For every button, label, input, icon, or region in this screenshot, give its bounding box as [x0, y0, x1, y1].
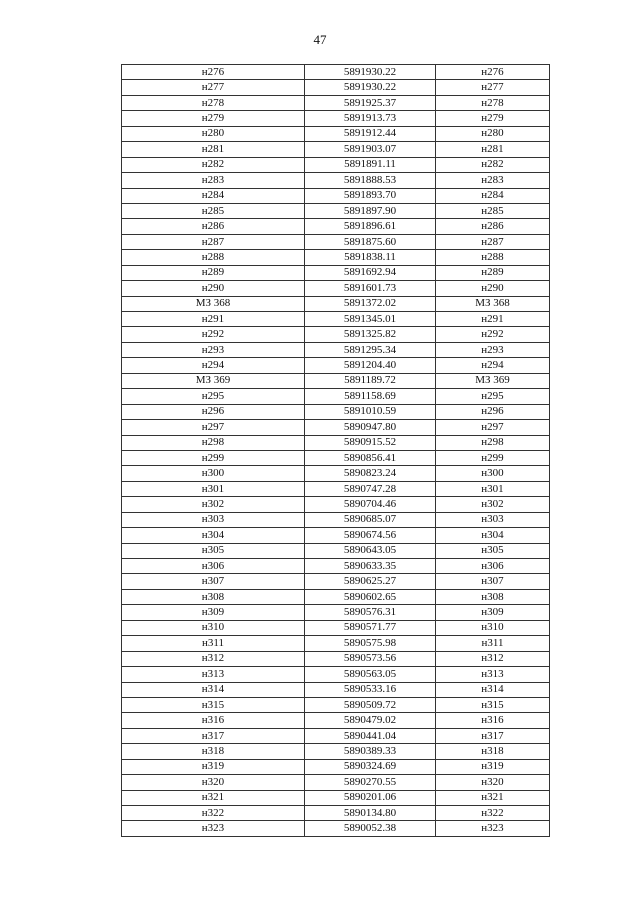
point-id-repeat-cell: н297 [436, 420, 550, 435]
point-id-repeat-cell: н288 [436, 250, 550, 265]
point-id-cell: н287 [122, 234, 305, 249]
coordinate-cell: 5890625.27 [305, 574, 436, 589]
point-id-cell: н301 [122, 481, 305, 496]
point-id-cell: н322 [122, 806, 305, 821]
point-id-cell: н299 [122, 450, 305, 465]
point-id-repeat-cell: н276 [436, 65, 550, 80]
coordinate-cell: 5890915.52 [305, 435, 436, 450]
point-id-repeat-cell: н286 [436, 219, 550, 234]
coordinate-cell: 5891692.94 [305, 265, 436, 280]
coordinate-cell: 5890704.46 [305, 497, 436, 512]
table-row [122, 481, 550, 496]
point-id-repeat-cell: н290 [436, 281, 550, 296]
coordinate-cell: 5891010.59 [305, 404, 436, 419]
point-id-cell: н294 [122, 358, 305, 373]
point-id-repeat-cell: н281 [436, 142, 550, 157]
table-row [122, 420, 550, 435]
coordinate-cell: 5890685.07 [305, 512, 436, 527]
coordinate-cell: 5890643.05 [305, 543, 436, 558]
coordinate-cell: 5890509.72 [305, 697, 436, 712]
point-id-repeat-cell: н309 [436, 605, 550, 620]
point-id-repeat-cell: н307 [436, 574, 550, 589]
point-id-cell: н291 [122, 312, 305, 327]
point-id-repeat-cell: МЗ 368 [436, 296, 550, 311]
point-id-cell: МЗ 369 [122, 373, 305, 388]
point-id-repeat-cell: н311 [436, 636, 550, 651]
coordinate-cell: 5890270.55 [305, 775, 436, 790]
coordinate-cell: 5890573.56 [305, 651, 436, 666]
point-id-repeat-cell: н293 [436, 342, 550, 357]
coordinate-cell: 5891325.82 [305, 327, 436, 342]
point-id-cell: н281 [122, 142, 305, 157]
point-id-repeat-cell: н291 [436, 312, 550, 327]
table-row [122, 95, 550, 110]
point-id-repeat-cell: н317 [436, 728, 550, 743]
coordinate-cell: 5891913.73 [305, 111, 436, 126]
coordinate-cell: 5891189.72 [305, 373, 436, 388]
table-row [122, 342, 550, 357]
point-id-cell: н289 [122, 265, 305, 280]
point-id-repeat-cell: н285 [436, 203, 550, 218]
table-row [122, 281, 550, 296]
point-id-repeat-cell: н312 [436, 651, 550, 666]
point-id-repeat-cell: н319 [436, 759, 550, 774]
coordinate-cell: 5891891.11 [305, 157, 436, 172]
point-id-repeat-cell: н289 [436, 265, 550, 280]
coordinate-cell: 5890947.80 [305, 420, 436, 435]
point-id-cell: н312 [122, 651, 305, 666]
point-id-cell: н282 [122, 157, 305, 172]
coordinate-cell: 5891912.44 [305, 126, 436, 141]
table-row [122, 203, 550, 218]
table-row [122, 543, 550, 558]
table-row [122, 466, 550, 481]
coordinate-cell: 5891903.07 [305, 142, 436, 157]
table-row [122, 250, 550, 265]
point-id-cell: н309 [122, 605, 305, 620]
point-id-repeat-cell: н284 [436, 188, 550, 203]
coordinate-cell: 5890856.41 [305, 450, 436, 465]
coordinate-cell: 5890575.98 [305, 636, 436, 651]
point-id-cell: н290 [122, 281, 305, 296]
point-id-cell: н286 [122, 219, 305, 234]
point-id-repeat-cell: н321 [436, 790, 550, 805]
coordinate-cell: 5891601.73 [305, 281, 436, 296]
coordinates-table-body [122, 65, 550, 837]
table-row [122, 620, 550, 635]
point-id-cell: н298 [122, 435, 305, 450]
point-id-cell: н321 [122, 790, 305, 805]
point-id-cell: н305 [122, 543, 305, 558]
point-id-repeat-cell: н305 [436, 543, 550, 558]
table-row [122, 528, 550, 543]
point-id-cell: н317 [122, 728, 305, 743]
point-id-repeat-cell: н299 [436, 450, 550, 465]
point-id-cell: н304 [122, 528, 305, 543]
point-id-cell: н303 [122, 512, 305, 527]
point-id-cell: н319 [122, 759, 305, 774]
coordinate-cell: 5890602.65 [305, 589, 436, 604]
point-id-repeat-cell: н283 [436, 173, 550, 188]
point-id-repeat-cell: н298 [436, 435, 550, 450]
table-row [122, 142, 550, 157]
point-id-repeat-cell: н295 [436, 389, 550, 404]
table-row [122, 373, 550, 388]
point-id-cell: н300 [122, 466, 305, 481]
point-id-repeat-cell: н313 [436, 667, 550, 682]
point-id-cell: н302 [122, 497, 305, 512]
coordinate-cell: 5891897.90 [305, 203, 436, 218]
table-row [122, 559, 550, 574]
table-row [122, 157, 550, 172]
point-id-repeat-cell: н314 [436, 682, 550, 697]
coordinate-cell: 5891345.01 [305, 312, 436, 327]
point-id-repeat-cell: н301 [436, 481, 550, 496]
coordinate-cell: 5890324.69 [305, 759, 436, 774]
point-id-repeat-cell: н308 [436, 589, 550, 604]
point-id-cell: н323 [122, 821, 305, 836]
table-row [122, 327, 550, 342]
table-row [122, 358, 550, 373]
table-row [122, 435, 550, 450]
table-row [122, 759, 550, 774]
table-row [122, 775, 550, 790]
point-id-cell: н288 [122, 250, 305, 265]
point-id-cell: н284 [122, 188, 305, 203]
coordinate-cell: 5890201.06 [305, 790, 436, 805]
point-id-repeat-cell: н287 [436, 234, 550, 249]
point-id-repeat-cell: н306 [436, 559, 550, 574]
table-row [122, 574, 550, 589]
table-row [122, 713, 550, 728]
point-id-repeat-cell: н302 [436, 497, 550, 512]
table-row [122, 728, 550, 743]
point-id-cell: н311 [122, 636, 305, 651]
point-id-repeat-cell: н303 [436, 512, 550, 527]
point-id-cell: н313 [122, 667, 305, 682]
table-row [122, 605, 550, 620]
point-id-cell: н316 [122, 713, 305, 728]
point-id-cell: н279 [122, 111, 305, 126]
coordinate-cell: 5891158.69 [305, 389, 436, 404]
point-id-cell: н297 [122, 420, 305, 435]
table-row [122, 806, 550, 821]
point-id-repeat-cell: н304 [436, 528, 550, 543]
point-id-repeat-cell: н282 [436, 157, 550, 172]
table-row [122, 497, 550, 512]
table-row [122, 296, 550, 311]
coordinate-cell: 5890389.33 [305, 744, 436, 759]
point-id-repeat-cell: н292 [436, 327, 550, 342]
point-id-cell: н296 [122, 404, 305, 419]
table-row [122, 265, 550, 280]
point-id-repeat-cell: н300 [436, 466, 550, 481]
point-id-cell: н285 [122, 203, 305, 218]
point-id-repeat-cell: н310 [436, 620, 550, 635]
coordinates-table [121, 64, 550, 837]
table-row [122, 111, 550, 126]
point-id-cell: н295 [122, 389, 305, 404]
table-row [122, 80, 550, 95]
table-row [122, 667, 550, 682]
point-id-cell: н278 [122, 95, 305, 110]
table-row [122, 744, 550, 759]
coordinate-cell: 5891925.37 [305, 95, 436, 110]
point-id-cell: н292 [122, 327, 305, 342]
coordinate-cell: 5890479.02 [305, 713, 436, 728]
coordinate-cell: 5890576.31 [305, 605, 436, 620]
coordinate-cell: 5891893.70 [305, 188, 436, 203]
point-id-repeat-cell: н280 [436, 126, 550, 141]
coordinate-cell: 5890441.04 [305, 728, 436, 743]
point-id-repeat-cell: н320 [436, 775, 550, 790]
coordinate-cell: 5890571.77 [305, 620, 436, 635]
table-row [122, 126, 550, 141]
table-row [122, 821, 550, 836]
coordinate-cell: 5890823.24 [305, 466, 436, 481]
point-id-repeat-cell: н316 [436, 713, 550, 728]
coordinate-cell: 5891930.22 [305, 65, 436, 80]
page-number: 47 [313, 32, 327, 47]
point-id-repeat-cell: н279 [436, 111, 550, 126]
coordinate-cell: 5891204.40 [305, 358, 436, 373]
point-id-cell: МЗ 368 [122, 296, 305, 311]
table-row [122, 312, 550, 327]
point-id-repeat-cell: н318 [436, 744, 550, 759]
table-row [122, 450, 550, 465]
point-id-cell: н283 [122, 173, 305, 188]
table-row [122, 697, 550, 712]
coordinate-cell: 5891875.60 [305, 234, 436, 249]
coordinate-cell: 5890052.38 [305, 821, 436, 836]
coordinate-cell: 5891930.22 [305, 80, 436, 95]
point-id-cell: н310 [122, 620, 305, 635]
table-row [122, 173, 550, 188]
coordinate-cell: 5890674.56 [305, 528, 436, 543]
coordinate-cell: 5890747.28 [305, 481, 436, 496]
table-row [122, 682, 550, 697]
point-id-repeat-cell: н322 [436, 806, 550, 821]
table-row [122, 589, 550, 604]
point-id-cell: н293 [122, 342, 305, 357]
table-row [122, 512, 550, 527]
coordinate-cell: 5891896.61 [305, 219, 436, 234]
point-id-repeat-cell: н315 [436, 697, 550, 712]
point-id-cell: н306 [122, 559, 305, 574]
point-id-repeat-cell: н294 [436, 358, 550, 373]
point-id-cell: н280 [122, 126, 305, 141]
coordinate-cell: 5890633.35 [305, 559, 436, 574]
point-id-repeat-cell: н323 [436, 821, 550, 836]
table-row [122, 219, 550, 234]
coordinate-cell: 5890134.80 [305, 806, 436, 821]
coordinate-cell: 5891295.34 [305, 342, 436, 357]
point-id-cell: н276 [122, 65, 305, 80]
point-id-cell: н308 [122, 589, 305, 604]
point-id-repeat-cell: МЗ 369 [436, 373, 550, 388]
point-id-repeat-cell: н278 [436, 95, 550, 110]
table-row [122, 636, 550, 651]
point-id-repeat-cell: н277 [436, 80, 550, 95]
point-id-repeat-cell: н296 [436, 404, 550, 419]
point-id-cell: н320 [122, 775, 305, 790]
coordinate-cell: 5891838.11 [305, 250, 436, 265]
point-id-cell: н307 [122, 574, 305, 589]
coordinate-cell: 5891372.02 [305, 296, 436, 311]
coordinate-cell: 5891888.53 [305, 173, 436, 188]
coordinate-cell: 5890563.05 [305, 667, 436, 682]
point-id-cell: н318 [122, 744, 305, 759]
point-id-cell: н277 [122, 80, 305, 95]
table-row [122, 404, 550, 419]
table-row [122, 234, 550, 249]
point-id-cell: н314 [122, 682, 305, 697]
table-row [122, 65, 550, 80]
table-row [122, 651, 550, 666]
table-row [122, 790, 550, 805]
table-row [122, 188, 550, 203]
point-id-cell: н315 [122, 697, 305, 712]
table-row [122, 389, 550, 404]
coordinate-cell: 5890533.16 [305, 682, 436, 697]
